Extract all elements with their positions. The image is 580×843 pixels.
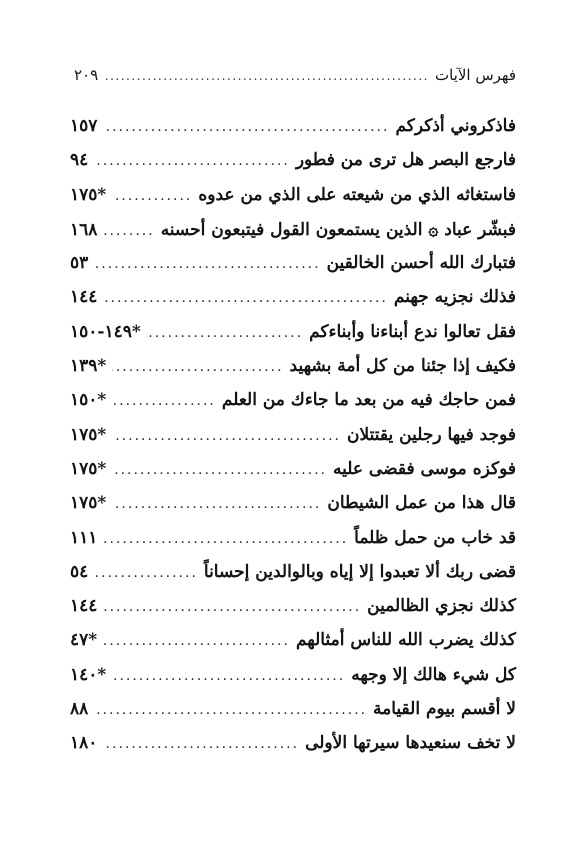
verse-text: فوكزه موسى فقضى عليه (333, 458, 516, 479)
page-reference: ٨٨ (70, 699, 89, 720)
verse-text: فاذكروني أذكركم (395, 116, 516, 136)
leader-dots (94, 702, 367, 718)
index-entry (70, 528, 516, 562)
page-reference: *١٥٠ (70, 390, 107, 411)
leader-dots (94, 256, 320, 272)
header-leader-dots (104, 69, 429, 83)
page-reference: ١١١ (70, 527, 98, 548)
index-entry (70, 665, 516, 699)
page-reference: *١٧٥ (70, 184, 107, 205)
index-entry (70, 390, 516, 424)
index-entry (70, 219, 516, 253)
index-entry (70, 253, 516, 287)
index-entry (70, 185, 516, 219)
verse-text: فكيف إذا جئنا من كل أمة بشهيد (289, 356, 516, 377)
verse-text: لا تخف سنعيدها سيرتها الأولى (305, 733, 516, 754)
verse-text: قد خاب من حمل ظلماً (354, 527, 516, 548)
verse-text: فمن حاجك فيه من بعد ما جاءك من العلم (221, 390, 516, 411)
index-entry (70, 356, 516, 390)
page-reference: *١٣٩ (70, 356, 107, 377)
leader-dots (103, 736, 299, 752)
leader-dots (103, 531, 348, 547)
verse-text: فذلك نجزيه جهنم (393, 287, 516, 308)
page-reference: ٥٤ (70, 561, 89, 582)
leader-dots (103, 290, 387, 306)
index-entry (70, 630, 516, 664)
verse-text: قضى ربك ألا تعبدوا إلا إياه وبالوالدين إحساناً (203, 561, 516, 582)
index-entry (70, 699, 516, 733)
page-reference: ١٥٧ (70, 116, 98, 136)
verse-text: لا أقسم بيوم القيامة (373, 699, 516, 720)
index-entry (70, 287, 516, 321)
page-reference: *٤٧ (70, 630, 98, 651)
verse-text: كل شيء هالك إلا وجهه (351, 664, 516, 685)
page-reference: ٥٣ (70, 253, 89, 274)
page-reference: *١٧٥ (70, 424, 107, 445)
page-reference: *١٧٥ (70, 493, 107, 514)
verse-text: فاستغاثه الذي من شيعته على الذي من عدوه (198, 184, 516, 205)
leader-dots (147, 325, 303, 341)
running-header (74, 66, 516, 88)
leader-dots (103, 223, 154, 239)
leader-dots (112, 188, 192, 204)
leader-dots (94, 153, 290, 169)
leader-dots (112, 496, 321, 512)
verse-text: كذلك يضرب الله للناس أمثالهم (295, 630, 516, 651)
page-reference: ١٤٤ (70, 287, 98, 308)
verse-text: فتبارك الله أحسن الخالقين (326, 253, 516, 274)
page-reference: ١٨٠ (70, 733, 98, 754)
index-entry (70, 596, 516, 630)
verse-index-list (70, 116, 516, 768)
leader-dots (94, 565, 198, 581)
leader-dots (103, 633, 290, 649)
index-entry (70, 116, 516, 150)
leader-dots (112, 428, 341, 444)
verse-text: فبشّر عباد ۞ الذين يستمعون القول فيتبعون أحسنه (160, 219, 516, 240)
index-entry (70, 733, 516, 767)
verse-text: فوجد فيها رجلين يقتتلان (346, 424, 516, 445)
page-reference: ١٤٤ (70, 596, 98, 617)
index-entry (70, 322, 516, 356)
leader-dots (103, 119, 389, 135)
page-reference: ٩٤ (70, 150, 89, 171)
leader-dots (112, 359, 283, 375)
leader-dots (112, 668, 345, 684)
index-entry (70, 150, 516, 184)
verse-text: فارجع البصر هل ترى من فطور (295, 150, 516, 171)
page-reference: ١٦٨ (70, 219, 98, 240)
index-entry (70, 459, 516, 493)
leader-dots (112, 393, 216, 409)
index-entry (70, 493, 516, 527)
header-title: فهرس الآيات (434, 66, 516, 84)
index-entry (70, 562, 516, 596)
verse-text: كذلك نجزي الظالمين (367, 596, 516, 617)
page-reference: *١٤٩-١٥٠ (70, 321, 141, 342)
leader-dots (103, 599, 361, 615)
verse-text: قال هذا من عمل الشيطان (327, 493, 516, 514)
page-reference: *١٤٠ (70, 664, 107, 685)
verse-text: فقل تعالوا ندع أبناءنا وأبناءكم (309, 321, 516, 342)
page-reference: *١٧٥ (70, 458, 107, 479)
index-entry (70, 425, 516, 459)
header-page-number: ٢٠٩ (74, 66, 99, 84)
leader-dots (112, 462, 327, 478)
